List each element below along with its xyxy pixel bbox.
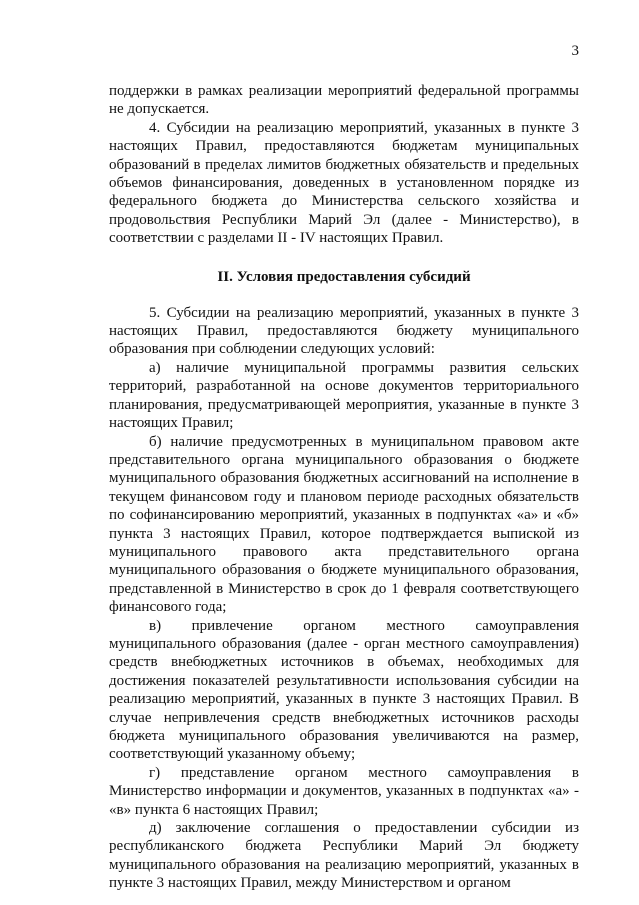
- paragraph-subitem-a: а) наличие муниципальной программы развития сельских территорий, разработанной на основе документов территориального планирования, предусматривающей мероприятия, указанные в пункте 3 настоящих Правил;: [109, 359, 579, 432]
- paragraph-item-4: 4. Субсидии на реализацию мероприятий, указанных в пункте 3 настоящих Правил, предоставляются бюджетам муниципальных образований в пределах лимитов бюджетных обязательств и предельных объемов финансирования, доведенных в установленном порядке из федерального бюджета до Министерства сельского хозяйства и продовольствия Республики Марий Эл (далее - Министерство), в соответствии с разделами II - IV настоящих Правил.: [109, 119, 579, 247]
- document-body: [109, 82, 579, 893]
- paragraph-subitem-b: б) наличие предусмотренных в муниципальном правовом акте представительного органа муниципального образования о бюджете муниципального образования бюджетных ассигнований на исполнение в текущем финансовом году и плановом периоде расходных обязательств по софинансированию мероприятий, указанных в подпунктах «а» и «б» пункта 3 настоящих Правил, которое подтверждается выпиской из муниципального правового акта представительного органа муниципального образования о бюджете муниципального образования, представленной в Министерство в срок до 1 февраля соответствующего финансового года;: [109, 433, 579, 616]
- paragraph-continuation: поддержки в рамках реализации мероприятий федеральной программы не допускается.: [109, 83, 579, 118]
- section-heading: II. Условия предоставления субсидий: [217, 268, 471, 285]
- paragraph-subitem-g: г) представление органом местного самоуправления в Министерство информации и документов, указанных в подпунктах «а» - «в» пункта 6 настоящих Правил;: [109, 764, 579, 818]
- page-number: 3: [571, 43, 579, 59]
- paragraph-subitem-d: д) заключение соглашения о предоставлении субсидии из республиканского бюджета Республики Марий Эл бюджету муниципального образования на реализацию мероприятий, указанных в пункте 3 настоящих Правил, между Министерством и органом: [109, 820, 579, 892]
- paragraph-item-5: 5. Субсидии на реализацию мероприятий, указанных в пункте 3 настоящих Правил, предоставляются бюджету муниципального образования при соблюдении следующих условий:: [109, 304, 579, 358]
- paragraph-subitem-v: в) привлечение органом местного самоуправления муниципального образования (далее - орган местного самоуправления) средств внебюджетных источников в объемах, необходимых для достижения показателей результативности использования субсидии на реализацию мероприятий, указанных в пункте 3 настоящих Правил. В случае непривлечения средств внебюджетных источников расходы бюджета муниципального образования увеличиваются на размер, соответствующий указанному объему;: [109, 617, 579, 763]
